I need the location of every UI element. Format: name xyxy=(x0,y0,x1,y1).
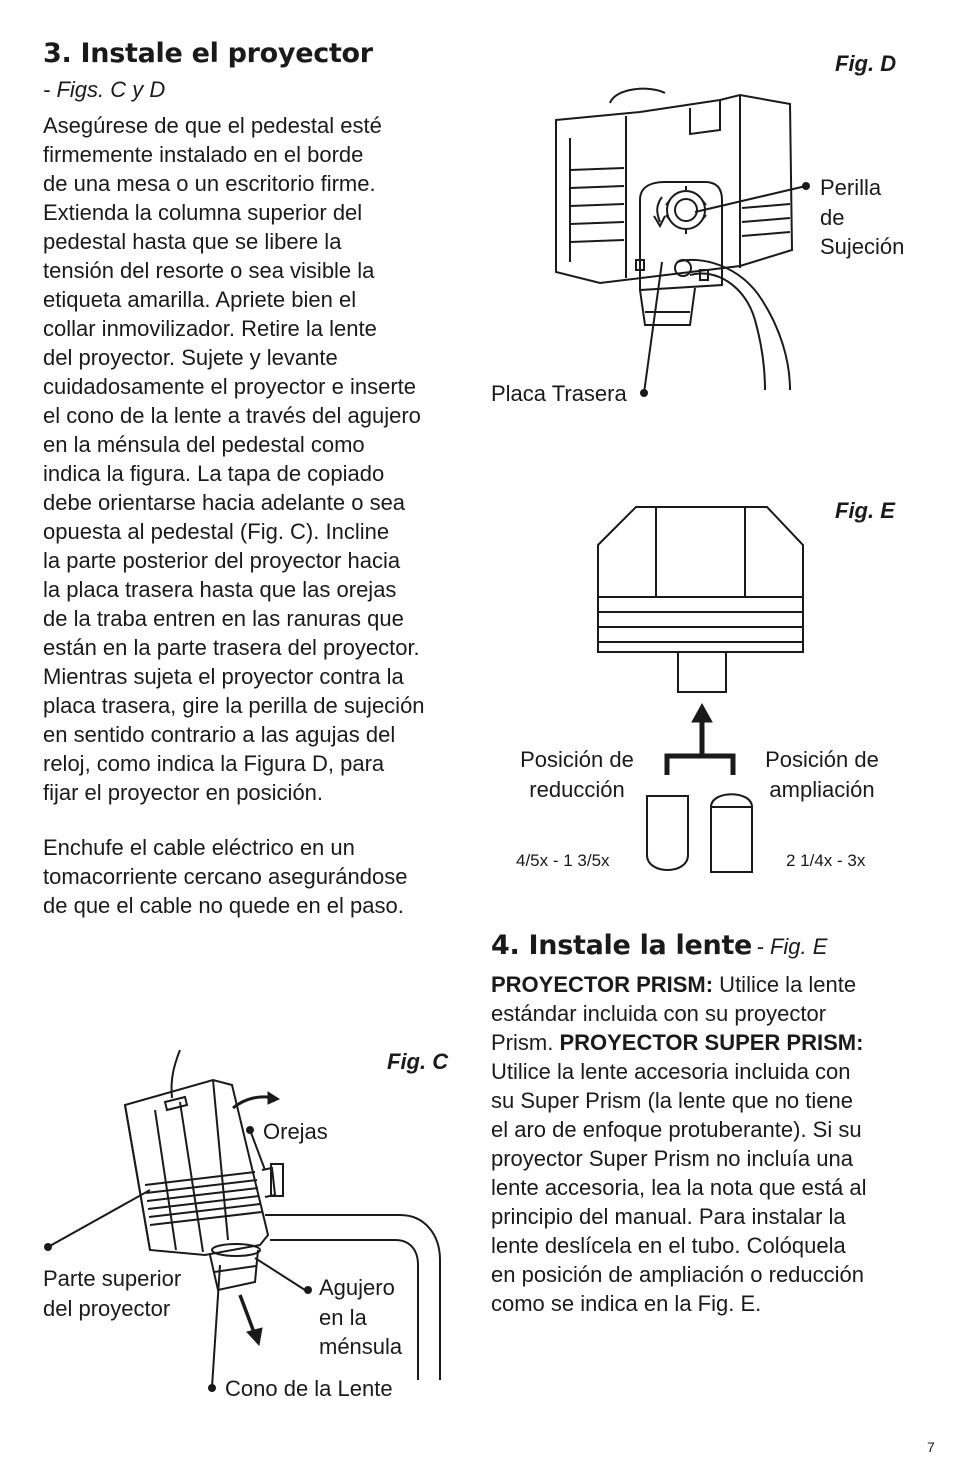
fig-e-enlargement-label xyxy=(752,745,892,804)
text-span: Prism. xyxy=(491,1030,560,1055)
section-3-paragraph-1 xyxy=(43,111,473,807)
text-line: la parte posterior del proyector hacia xyxy=(43,548,401,573)
text-span: estándar incluida con su proyector xyxy=(491,1001,827,1026)
label-line: del proyector xyxy=(43,1295,171,1321)
text-line xyxy=(491,1260,931,1289)
section-3-paragraph-2 xyxy=(43,833,473,920)
text-line xyxy=(491,1231,931,1260)
text-span: lente deslícela en el tubo. Colóquela xyxy=(491,1233,846,1258)
section-4-title: 4. Instale la lente xyxy=(491,930,753,961)
text-line: de que el cable no quede en el paso. xyxy=(43,893,404,918)
fig-e-reduction-range: 4/5x - 1 3/5x xyxy=(516,851,610,870)
section-4-subtitle: - Fig. E xyxy=(756,934,828,959)
text-line: de la traba entren en las ranuras que xyxy=(43,606,404,631)
text-line: reloj, como indica la Figura D, para xyxy=(43,751,385,776)
text-line: placa trasera, gire la perilla de sujeción xyxy=(43,693,425,718)
fig-d-backplate-label: Placa Trasera xyxy=(491,381,627,406)
label-line: Posición de xyxy=(765,747,879,772)
text-line xyxy=(491,1173,931,1202)
text-line: fijar el proyector en posición. xyxy=(43,780,324,805)
text-line: cuidadosamente el proyector e inserte xyxy=(43,374,416,399)
bold-text: PROYECTOR SUPER PRISM: xyxy=(559,1030,864,1055)
fig-c-hole-label xyxy=(319,1273,402,1362)
text-span: Utilice la lente accesoria incluida con xyxy=(491,1059,851,1084)
text-line: etiqueta amarilla. Apriete bien el xyxy=(43,287,357,312)
text-line: en la ménsula del pedestal como xyxy=(43,432,365,457)
fig-c-label: Fig. C xyxy=(387,1049,449,1074)
text-line: de una mesa o un escritorio firme. xyxy=(43,171,376,196)
label-line: Parte superior xyxy=(43,1266,182,1291)
label-line: Sujeción xyxy=(820,234,905,259)
text-line xyxy=(491,1144,931,1173)
label-line: en la xyxy=(319,1304,367,1330)
section-3-subtitle: - Figs. C y D xyxy=(43,77,166,102)
fig-d-label: Fig. D xyxy=(835,51,897,76)
text-line: Extienda la columna superior del xyxy=(43,200,363,225)
text-line: tomacorriente cercano asegurándose xyxy=(43,864,408,889)
text-line: collar inmovilizador. Retire la lente xyxy=(43,316,377,341)
text-line xyxy=(491,970,931,999)
text-line xyxy=(491,999,931,1028)
text-line: del proyector. Sujete y levante xyxy=(43,345,338,370)
section-4-heading xyxy=(491,930,827,961)
label-line: reducción xyxy=(529,776,625,802)
text-line: Asegúrese de que el pedestal esté xyxy=(43,113,382,138)
text-span: lente accesoria, lea la nota que está al xyxy=(491,1175,867,1200)
label-line: Perilla xyxy=(820,175,882,200)
section-4-paragraph xyxy=(491,970,931,1318)
text-line xyxy=(491,1086,931,1115)
text-line: debe orientarse hacia adelante o sea xyxy=(43,490,406,515)
text-line: firmemente instalado en el borde xyxy=(43,142,364,167)
fig-e-label: Fig. E xyxy=(835,498,895,523)
text-line: Mientras sujeta el proyector contra la xyxy=(43,664,404,689)
text-span: principio del manual. Para instalar la xyxy=(491,1204,846,1229)
text-line xyxy=(491,1057,931,1086)
text-line xyxy=(491,1289,931,1318)
text-span: su Super Prism (la lente que no tiene xyxy=(491,1088,853,1113)
text-span: en posición de ampliación o reducción xyxy=(491,1262,865,1287)
text-line: indica la figura. La tapa de copiado xyxy=(43,461,385,486)
text-span: Utilice la lente xyxy=(713,972,857,997)
fig-e-enlargement-range: 2 1/4x - 3x xyxy=(786,851,866,870)
text-line: en sentido contrario a las agujas del xyxy=(43,722,396,747)
fig-c-ears-label: Orejas xyxy=(263,1119,328,1144)
text-span: proyector Super Prism no incluía una xyxy=(491,1146,853,1171)
page-number: 7 xyxy=(927,1439,935,1455)
fig-d-knob-label xyxy=(820,173,904,262)
text-line xyxy=(491,1202,931,1231)
text-line: están en la parte trasera del proyector. xyxy=(43,635,420,660)
text-line: tensión del resorte o sea visible la xyxy=(43,258,375,283)
fig-c-cone-label: Cono de la Lente xyxy=(225,1376,393,1401)
text-line: pedestal hasta que se libere la xyxy=(43,229,342,254)
text-line xyxy=(491,1028,931,1057)
text-line: el cono de la lente a través del agujero xyxy=(43,403,421,428)
fig-c-top-label xyxy=(43,1264,181,1323)
text-span: como se indica en la Fig. E. xyxy=(491,1291,762,1316)
text-line xyxy=(491,1115,931,1144)
label-line: de xyxy=(820,204,845,230)
label-line: Agujero xyxy=(319,1275,395,1300)
text-line: la placa trasera hasta que las orejas xyxy=(43,577,397,602)
fig-e-reduction-label xyxy=(508,745,646,804)
bold-text: PROYECTOR PRISM: xyxy=(491,972,714,997)
label-line: Posición de xyxy=(520,747,634,772)
label-line: ampliación xyxy=(769,776,875,802)
text-line: Enchufe el cable eléctrico en un xyxy=(43,835,355,860)
text-line: opuesta al pedestal (Fig. C). Incline xyxy=(43,519,390,544)
text-span: el aro de enfoque protuberante). Si su xyxy=(491,1117,862,1142)
label-line: ménsula xyxy=(319,1334,403,1359)
section-3-title: 3. Instale el proyector xyxy=(43,38,373,69)
